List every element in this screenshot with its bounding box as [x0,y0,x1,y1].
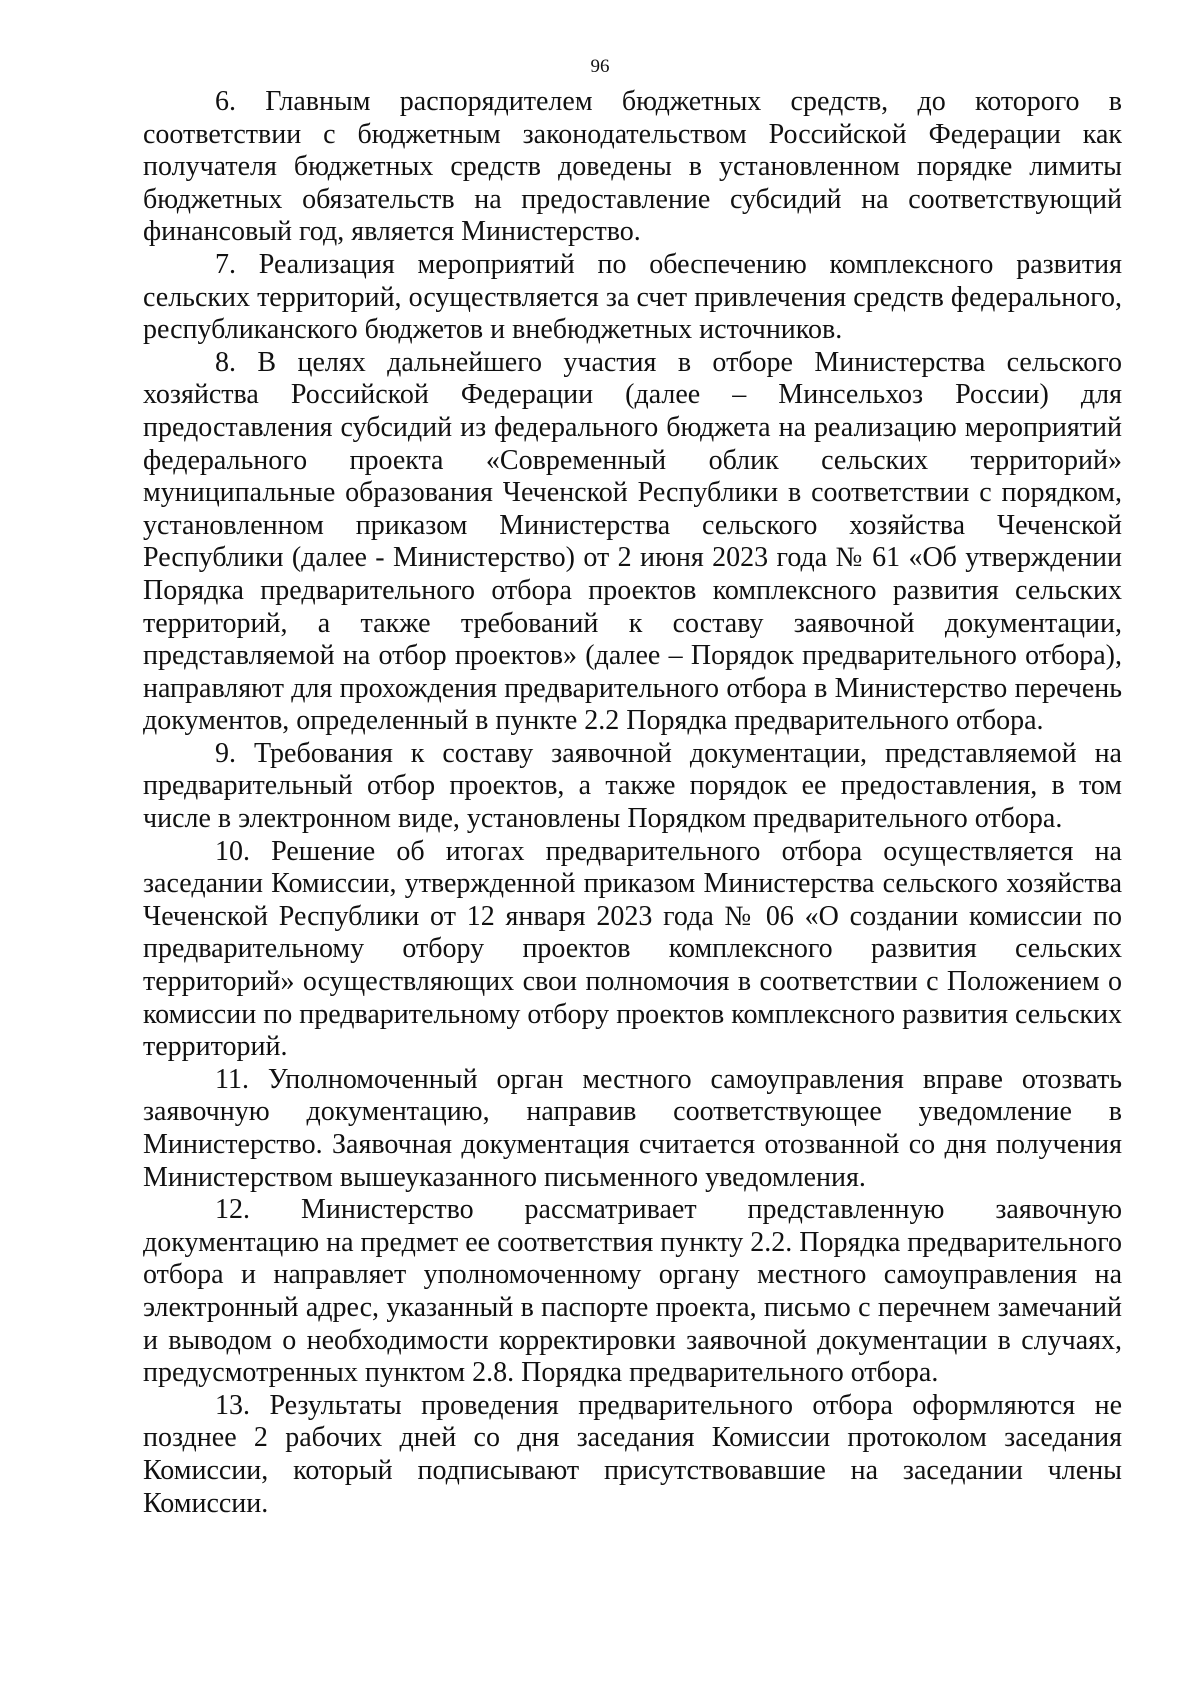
paragraph-12: 12. Министерство рассматривает представленную заявочную документацию на предмет ее соответствия пункту 2.2. Порядка предварительного отбора и направляет уполномоченному органу местного самоуправления на электронный адрес, указанный в паспорте проекта, письмо с перечнем замечаний и выводом о необходимости корректировки заявочной документации в случаях, предусмотренных пунктом 2.8. Порядка предварительного отбора. [143,1194,1122,1389]
paragraph-10: 10. Решение об итогах предварительного отбора осуществляется на заседании Комиссии, утвержденной приказом Министерства сельского хозяйства Чеченской Республики от 12 января 2023 года № 06 «О создании комиссии по предварительному отбору проектов комплексного развития сельских территорий» осуществляющих свои полномочия в соответствии с Положением о комиссии по предварительному отбору проектов комплексного развития сельских территорий. [143,835,1122,1063]
page-number: 96 [590,56,610,77]
paragraph-6: 6. Главным распорядителем бюджетных средств, до которого в соответствии с бюджетным законодательством Российской Федерации как получателя бюджетных средств доведены в установленном порядке лимиты бюджетных обязательств на предоставление субсидий на соответствующий финансовый год, является Министерство. [143,86,1122,248]
document-body [143,86,1122,1520]
paragraph-8: 8. В целях дальнейшего участия в отборе Министерства сельского хозяйства Российской Федерации (далее – Минсельхоз России) для предоставления субсидий из федерального бюджета на реализацию мероприятий федерального проекта «Современный облик сельских территорий» муниципальные образования Чеченской Республики в соответствии с порядком, установленном приказом Министерства сельского хозяйства Чеченской Республики (далее - Министерство) от 2 июня 2023 года № 61 «Об утверждении Порядка предварительного отбора проектов комплексного развития сельских территорий, а также требований к составу заявочной документации, представляемой на отбор проектов» (далее – Порядок предварительного отбора), направляют для прохождения предварительного отбора в Министерство перечень документов, определенный в пункте 2.2 Порядка предварительного отбора. [143,346,1122,737]
paragraph-13: 13. Результаты проведения предварительного отбора оформляются не позднее 2 рабочих дней со дня заседания Комиссии протоколом заседания Комиссии, который подписывают присутствовавшие на заседании члены Комиссии. [143,1389,1122,1519]
paragraph-7: 7. Реализация мероприятий по обеспечению комплексного развития сельских территорий, осуществляется за счет привлечения средств федерального, республиканского бюджетов и внебюджетных источников. [143,248,1122,346]
paragraph-9: 9. Требования к составу заявочной документации, представляемой на предварительный отбор проектов, а также порядок ее предоставления, в том числе в электронном виде, установлены Порядком предварительного отбора. [143,737,1122,835]
paragraph-11: 11. Уполномоченный орган местного самоуправления вправе отозвать заявочную документацию, направив соответствующее уведомление в Министерство. Заявочная документация считается отозванной со дня получения Министерством вышеуказанного письменного уведомления. [143,1063,1122,1193]
